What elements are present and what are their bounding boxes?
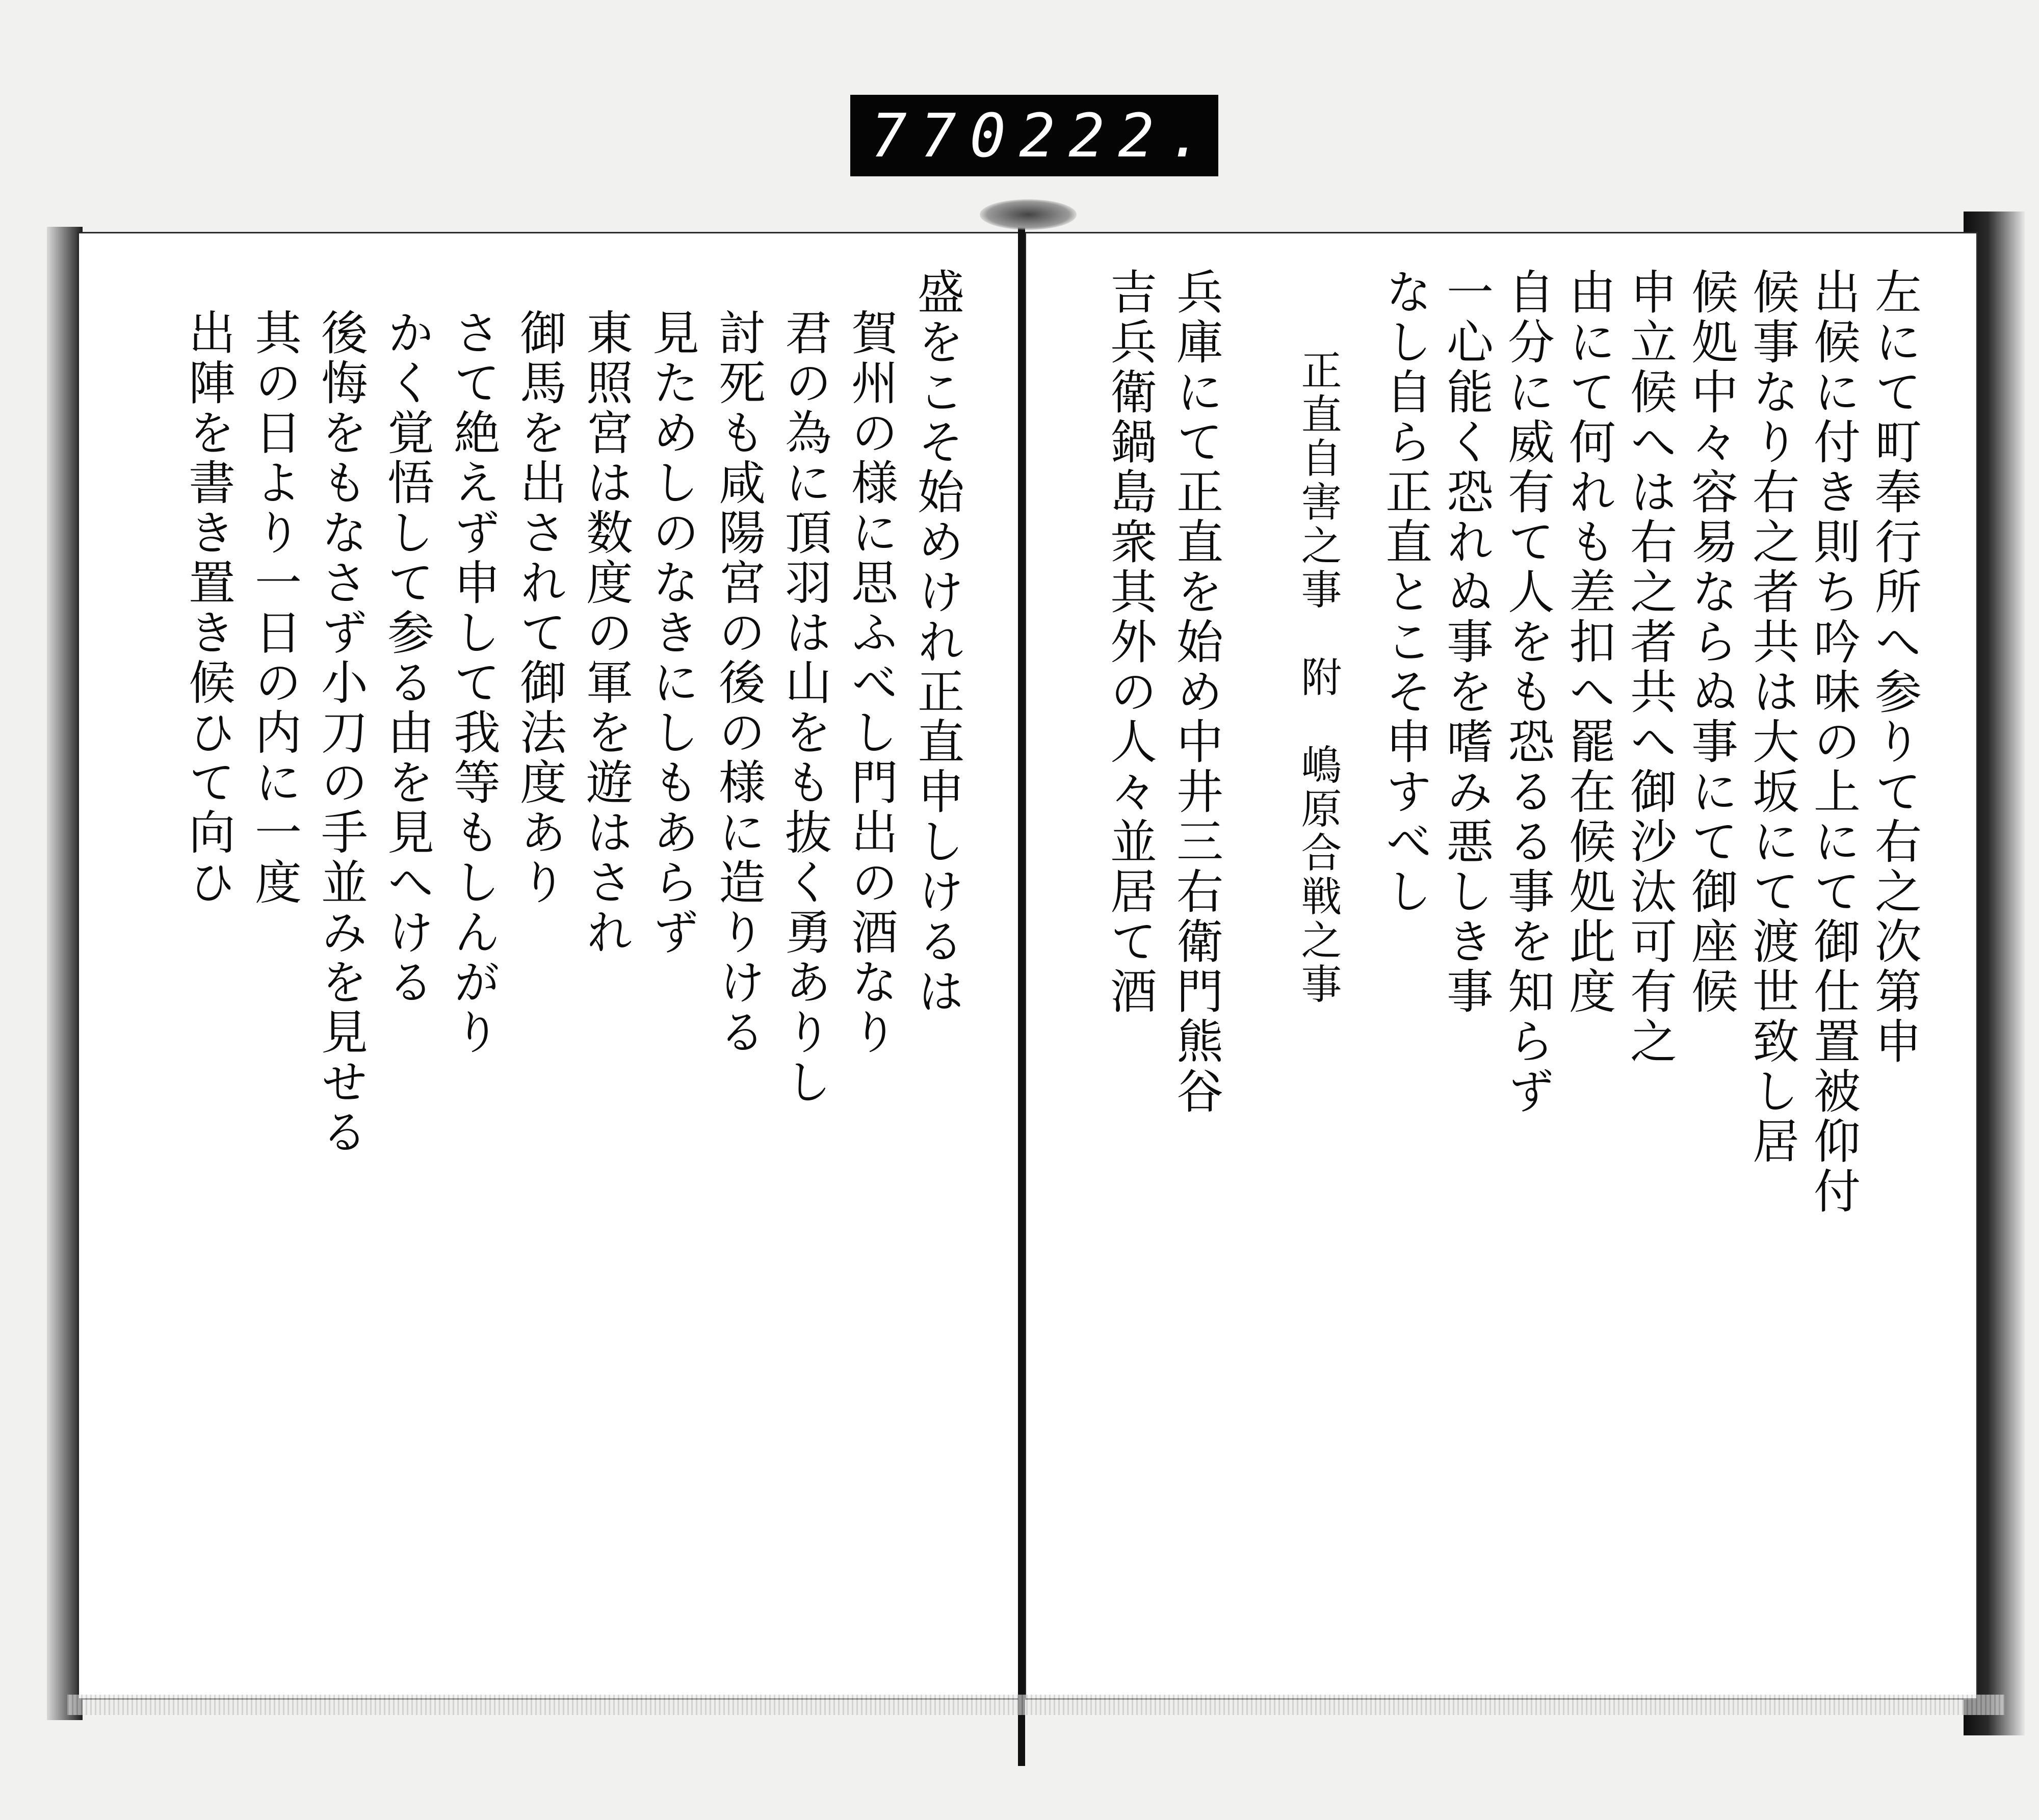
right-page-column-9: なし自ら正直とこそ申すべし [1378,268,1432,917]
left-page-column-3: 君の為に頂羽は山をも抜く勇ありし [777,308,832,1107]
right-page-column-1: 左にて町奉行所へ参りて右之次第申 [1867,268,1922,1067]
right-page-column-6: 由にて何れも差扣へ罷在候処此度 [1561,268,1616,1017]
left-page-column-6: 東照宮は数度の軍を遊はされ [579,308,633,958]
left-page-column-7: 御馬を出されて御法度あり [512,308,567,908]
left-page [77,232,1026,1700]
left-page-column-9: かく覚悟して参る由を見へける [380,308,434,1008]
right-page-column-5: 申立候へは右之者共へ御沙汰可有之 [1623,268,1677,1067]
archive-label [850,95,1218,176]
right-page [1025,232,1978,1700]
binding-top [980,199,1077,230]
right-page-column-12: 吉兵衛鍋島衆其外の人々並居て酒 [1103,268,1157,1017]
page-bottom-edge [67,1695,2004,1715]
left-page-column-5: 見ためしのなきにしもあらず [645,308,699,958]
left-page-column-4: 討死も咸陽宮の後の様に造りける [711,308,766,1058]
right-page-column-3: 候事なり右之者共は大坂にて渡世致し居 [1745,268,1799,1167]
left-page-column-11: 其の日より一日の内に一度 [247,308,302,908]
left-page-column-8: さて絶えず申して我等もしんがり [446,308,501,1058]
right-page-column-2: 出候に付き則ち吟味の上にて御仕置被仰付 [1806,268,1861,1217]
archive-label-left-number: 770 [871,100,1020,171]
archive-label-right-number: 222. [1019,100,1217,171]
left-page-column-2: 賀州の様に思ふべし門出の酒なり [844,308,898,1058]
left-page-column-12: 出陣を書き置き候ひて向ひ [181,308,236,908]
right-page-column-11: 兵庫にて正直を始め中井三右衛門熊谷 [1169,268,1223,1117]
left-page-column-10: 後悔をもなさず小刀の手並みを見せる [313,308,368,1157]
left-page-column-1: 盛をこそ始めけれ正直申しけるは [910,268,964,1017]
right-page-column-8: 一心能く恐れぬ事を嗜み悪しき事 [1439,268,1494,1017]
right-page-section-heading: 正直自害之事 附 嶋原合戦之事 [1294,349,1342,1007]
book-gutter [1018,217,1025,1766]
right-page-column-4: 候処中々容易ならぬ事にて御座候 [1684,268,1738,1017]
open-book [47,206,2025,1715]
right-page-column-7: 自分に威有て人をも恐るる事を知らず [1500,268,1555,1117]
